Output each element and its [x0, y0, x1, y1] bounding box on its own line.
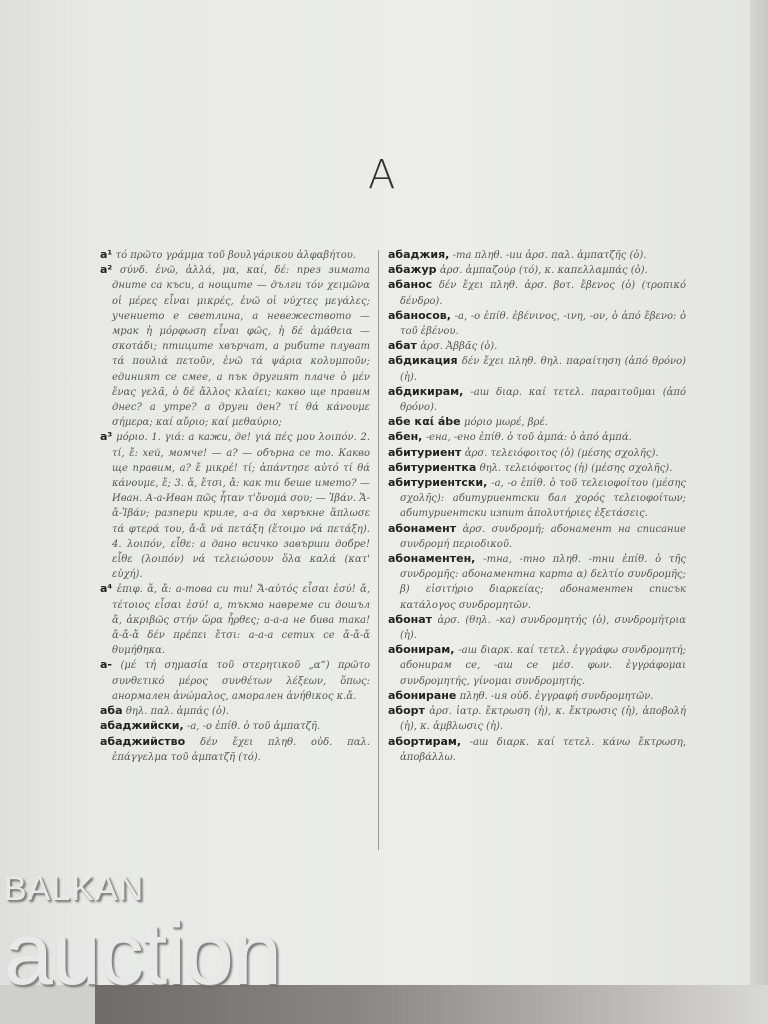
headword: абонирам,: [388, 643, 455, 657]
headword: абонаментен,: [388, 552, 476, 566]
definition: -тна, -тно πληθ. -тни ἐπίθ. ὁ τῆς συνδρομῆς: абонаментна карта α) δελτίο συνδρομῆς; β) εἰσιτήριο διαρκείας; абонаментен списък κατάλογος συνδρομητῶν.: [400, 554, 686, 611]
definition: δέν ἔχει πληθ. ἀρσ. βοτ. ἔβενος (ὁ) (τροπικό δένδρο).: [400, 280, 686, 307]
dictionary-entry: [388, 704, 686, 734]
dictionary-entry: [388, 522, 686, 552]
dictionary-entry: [100, 719, 370, 734]
headword: абе καί ábe: [388, 415, 461, 429]
headword: абажур: [388, 263, 437, 277]
headword: абанос: [388, 278, 433, 292]
headword: абитуриент: [388, 445, 462, 459]
dictionary-entry: [388, 385, 686, 415]
definition: -а, -о ἐπίθ. ἐβένινος, -ινη, -ον, ὁ ἀπό ἔβενο: ὁ τοῦ ἐβένου.: [400, 310, 686, 338]
dictionary-entry: [388, 446, 686, 461]
definition: θηλ. τελειόφοιτος (ἡ) (μέσης σχολῆς).: [479, 462, 673, 474]
definition: ἀρσ. συνδρομή; абонамент на списание συνδρομή περιοδικοῦ.: [400, 523, 686, 550]
definition: ἀρσ. ἀμπαζούρ (τό), κ. καπελλαμπάς (ὁ).: [439, 265, 648, 277]
dictionary-entry: [388, 339, 686, 354]
headword: абитуриентка: [388, 460, 477, 474]
headword: абаджийство: [100, 734, 186, 748]
dictionary-entry: [388, 415, 686, 430]
headword: абонат: [388, 612, 433, 626]
definition: ἀρσ. ἰατρ. ἔκτρωση (ἡ), κ. ἔκτρωσις (ἡ), ἀποβολή (ἡ), κ. ἀμβλωσις (ἡ).: [400, 706, 686, 733]
dictionary-entry: [388, 461, 686, 476]
definition: δέν ἔχει πληθ. θηλ. παραίτηση (ἀπό θρόνο) (ἡ).: [400, 356, 686, 383]
definition: ἀρσ. Ἀββᾶς (ὁ).: [420, 341, 498, 353]
dictionary-entry: [388, 613, 686, 643]
definition: -аш διαρκ. καί τετελ. ἐγγράφω συνδρομητή; абонирам се, -аш се μέσ. φων. ἐγγράφομαι συνδρομητής, γίνομαι συνδρομητής.: [400, 645, 686, 687]
headword: абонамент: [388, 521, 457, 535]
watermark-auction: auction: [4, 904, 281, 1003]
definition: -ена, -ено ἐπίθ. ὁ τοῦ ἀμπά: ὁ ἀπό ἀμπά.: [425, 432, 632, 444]
headword: а¹: [100, 248, 113, 261]
column-divider: [378, 250, 379, 850]
definition: (μέ τή σημασία τοῦ στερητικοῦ „α“) πρῶτο συνθετικό μέρος συνθέτων λέξεων, ὅπως: анормален ἀνώμαλος, аморален ἀνήθικος κ.ἄ.: [112, 660, 370, 702]
dictionary-entry: [100, 735, 370, 765]
dictionary-entry: [388, 354, 686, 384]
headword: абаджия,: [388, 248, 450, 261]
headword: аборт: [388, 704, 425, 718]
definition: ἐπιφ. ἄ, ἄ: а-това си ти! Ἄ-αὐτός εἶσαι ἐσύ! ἄ, τέτοιος εἶσαι ἐσύ! а, тъкмо навреме си дошъл ἄ, ἀκριβῶς στήν ὥρα ἦρθες; а-а-а не бива така! ἄ-ἄ-ἄ δέν πρέπει ἔτσι: а-а-а сетих се ἄ-ἄ-ἄ θυμήθηκα.: [112, 584, 370, 657]
dictionary-entry: [388, 689, 686, 704]
definition: -та πληθ. -ии ἀρσ. παλ. ἀμπατζῆς (ὁ).: [452, 250, 647, 261]
headword: а²: [100, 263, 113, 277]
definition: θηλ. παλ. ἀμπάς (ὁ).: [125, 706, 229, 718]
definition: μόριο. 1. γιά: а кажи, де! γιά πές μου λοιπόν. 2. τί, ἔ: хей, момче! — а? — обърна се то. Какво ще правим, а? ἔ μικρέ! τί; ἀπάντησε αὐτό τί θά κάνουμε, ἔ; 3. ἄ, ἔτσι, ἄ: как ти беше името? — Иван. А-а-Иван πῶς ἦταν τ'ὄνομά σου; — Ἰβάν. Ἄ-ἄ-Ἰβάν; разпери криле, а-а да хвръкне ἅπλωσε τά φτερά του, ἄ-ἄ νά πετάξη (ἕτοιμο νά πετάξη). 4. λοιπόν, εἶθε: а дано всичко завърши добре! εἶθε (λοιπόν) νά τελειώσουν ὅλα καλά (κατ' εὐχή).: [112, 432, 371, 581]
dictionary-entry: [100, 263, 370, 430]
headword: а-: [100, 658, 112, 672]
dictionary-entry: [388, 309, 686, 339]
section-letter: А: [368, 152, 396, 198]
dictionary-entry: [388, 476, 686, 522]
headword: абониране: [388, 688, 457, 702]
headword: а³: [100, 430, 113, 444]
definition: ἀρσ. τελειόφοιτος (ὁ) (μέσης σχολῆς).: [464, 447, 659, 459]
left-column: [100, 248, 370, 765]
headword: абаджийски,: [100, 719, 184, 733]
definition: ἀρσ. (θηλ. -ка) συνδρομητής (ὁ), συνδρομήτρια (ἡ).: [400, 614, 686, 642]
dictionary-entry: [388, 552, 686, 613]
definition: δέν ἔχει πληθ. οὐδ. παλ. ἐπάγγελμα τοῦ ἀμπατζῆ (τό).: [112, 736, 370, 763]
headword: абат: [388, 339, 417, 353]
definition: τό πρῶτο γράμμα τοῦ βουλγάρικου ἀλφαβήτου.: [115, 250, 356, 261]
dictionary-entry: [388, 248, 686, 263]
definition: πληθ. -ия οὐδ. ἐγγραφή συνδρομητῶν.: [459, 690, 654, 702]
headword: аба: [100, 704, 123, 718]
definition: -а, -о ἐπίθ. ὁ τοῦ ἀμπατζῆ.: [186, 721, 321, 733]
definition: μόριο μωρέ, βρέ.: [463, 417, 548, 429]
definition: -аш διαρ. καί τετελ. παραιτοῦμαι (ἀπό θρόνο).: [400, 386, 686, 414]
definition: σύνδ. ἐνῶ, ἀλλά, μα, καί, δέ: през зимата дните са къси, а нощите — дълги τόν χειμῶνα οἱ μέρες εἶναι μικρές, ἐνῶ οἱ νύχτες μεγάλες; учението е светлина, а невежеството — мрак ἡ μόρφωση εἶναι φῶς, ἡ δέ ἀμάθεια — σκοτάδι; птиците хвърчат, а рибите плуват τά πουλιά πετοῦν, ἐνῶ τά ψάρια κολυμποῦν; единият се смее, а пък другият плаче ὁ μέν ἕνας γελᾶ, ὁ δέ ἄλλος κλαίει; какво ще правим днес? а утре? а други ден? τί θά κάνουμε σήμερα; καί αὔριο; καί μεθαύριο;: [112, 265, 370, 429]
dictionary-entry: [388, 643, 686, 689]
dictionary-entry: [388, 430, 686, 445]
watermark-balkan: BALKAN: [4, 870, 145, 908]
dictionary-entry: [388, 263, 686, 278]
headword: абдикация: [388, 354, 458, 368]
headword: абортирам,: [388, 734, 462, 748]
dictionary-entry: [100, 430, 370, 582]
dictionary-entry: [388, 735, 686, 765]
headword: абитуриентски,: [388, 476, 488, 490]
dictionary-entry: [100, 248, 370, 263]
definition: -а, -о ἐπίθ. ὁ τοῦ τελειοφοίτου (μέσης σχολῆς): абитуриентски бал χορός τελειοφοίτων; абитуриентски изпит ἀπολυτήριες ἐξετάσεις.: [400, 478, 686, 520]
page-edge: [750, 0, 768, 1024]
headword: абен,: [388, 430, 423, 444]
dictionary-entry: [388, 278, 686, 308]
dictionary-entry: [100, 658, 370, 704]
dictionary-entry: [100, 704, 370, 719]
headword: абаносов,: [388, 308, 451, 322]
definition: -аш διαρκ. καί τετελ. κάνω ἔκτρωση, ἀποβάλλω.: [400, 736, 687, 763]
right-column: [388, 248, 686, 765]
headword: а⁴: [100, 582, 113, 596]
headword: абдикирам,: [388, 384, 464, 398]
dictionary-entry: [100, 582, 370, 658]
